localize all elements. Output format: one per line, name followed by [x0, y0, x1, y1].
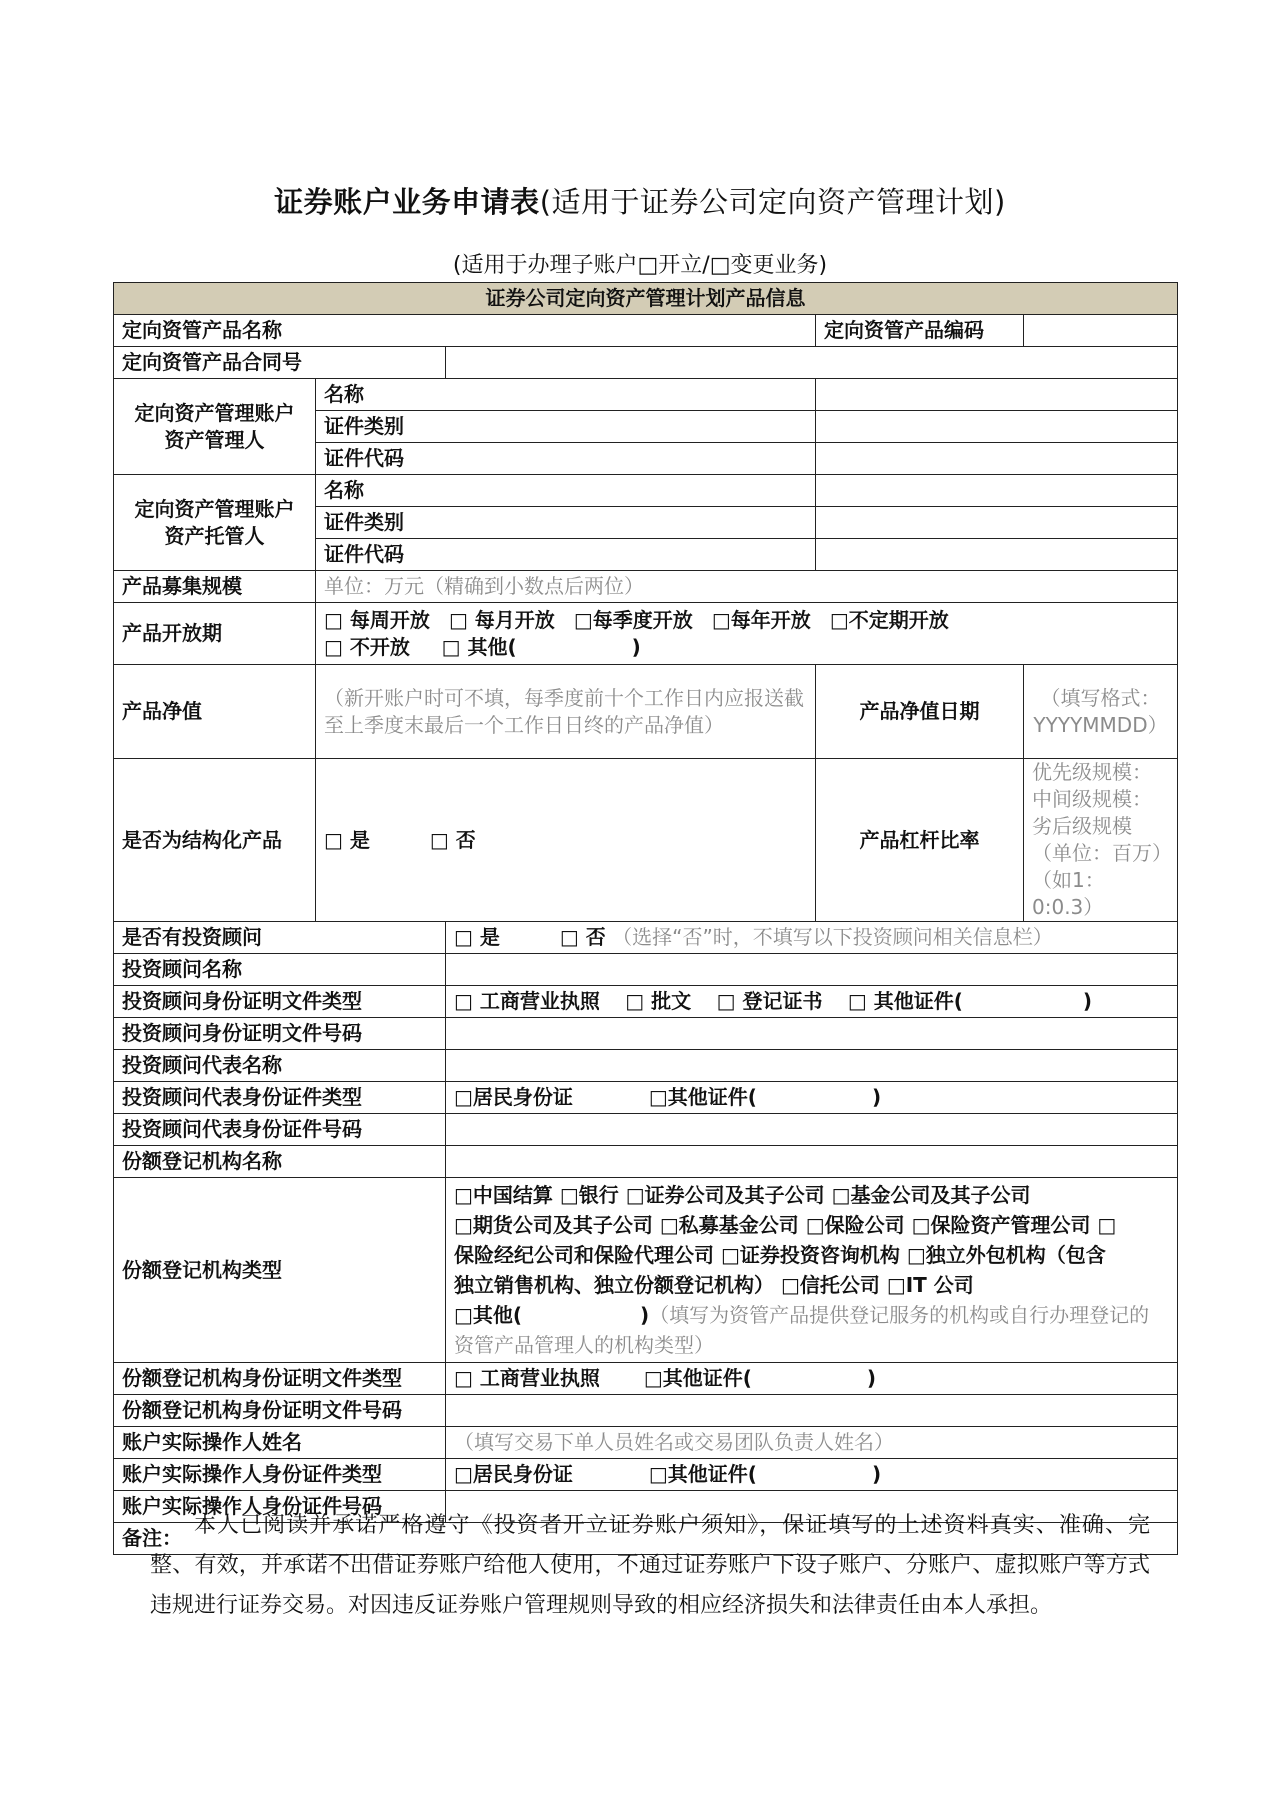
open-monthly-checkbox[interactable]: □ 每月开放: [448, 607, 555, 632]
advisor-registration-checkbox[interactable]: □ 登记证书: [716, 989, 823, 1013]
manager-name-label: 名称: [316, 379, 816, 411]
nav-date-field[interactable]: [1024, 665, 1178, 759]
manager-group-label: [114, 379, 316, 475]
advisor-doc-no-label: 投资顾问身份证明文件号码: [114, 1018, 446, 1050]
advisor-hint: （选择“否”时，不填写以下投资顾问相关信息栏）: [612, 925, 1053, 949]
advisor-doc-type-label: 投资顾问身份证明文件类型: [114, 986, 446, 1018]
custodian-name-field[interactable]: [816, 475, 1178, 507]
advisor-other-doc-checkbox[interactable]: □ 其他证件(: [847, 989, 963, 1013]
custodian-group-line-1: 定向资产管理账户: [134, 496, 295, 521]
advisor-rep-name-label: 投资顾问代表名称: [114, 1050, 446, 1082]
advisor-name-field[interactable]: [446, 954, 1178, 986]
registrar-type-label: 份额登记机构类型: [114, 1178, 446, 1363]
registrar-type-options: [446, 1178, 1178, 1363]
declaration-text: 本人已阅读并承诺严格遵守《投资者开立证券账户须知》，保证填写的上述资料真实、准确、完整、有效，并承诺不出借证券账户给他人使用，不通过证券账户下设子账户、分账户、虚拟账户等方式违规进行证券交易。对因违反证券账户管理规则导致的相应经济损失和法律责任由本人承担。: [150, 1513, 1150, 1618]
manager-id-code-field[interactable]: [816, 443, 1178, 475]
form-title-suffix: (适用于证券公司定向资产管理计划): [539, 185, 1006, 219]
custodian-name-label: 名称: [316, 475, 816, 507]
structured-yes-checkbox[interactable]: □ 是: [324, 827, 370, 852]
open-other-close: ): [631, 634, 641, 659]
registrar-doc-no-label: 份额登记机构身份证明文件号码: [114, 1395, 446, 1427]
structured-options: [316, 759, 816, 922]
registrar-options-line-1[interactable]: □中国结算 □银行 □证券公司及其子公司 □基金公司及其子公司: [454, 1183, 1031, 1207]
advisor-rep-id-no-field[interactable]: [446, 1114, 1178, 1146]
operator-resident-id-checkbox[interactable]: □居民身份证: [454, 1462, 573, 1486]
advisor-approval-checkbox[interactable]: □ 批文: [625, 989, 692, 1013]
registrar-other-checkbox[interactable]: □其他(: [454, 1303, 523, 1327]
remarks-field[interactable]: 备注：: [114, 1523, 1178, 1555]
operator-name-field[interactable]: （填写交易下单人员姓名或交易团队负责人姓名）: [446, 1427, 1178, 1459]
row-contract-no: [114, 347, 1178, 379]
manager-name-field[interactable]: [816, 379, 1178, 411]
row-product-name: [114, 315, 1178, 347]
manager-id-type-field[interactable]: [816, 411, 1178, 443]
operator-id-type-options: [446, 1459, 1178, 1491]
not-open-checkbox[interactable]: □ 不开放: [324, 634, 410, 659]
open-period-options: [316, 603, 1178, 665]
advisor-yes-checkbox[interactable]: □ 是: [454, 925, 500, 949]
registrar-doc-no-field[interactable]: [446, 1395, 1178, 1427]
registrar-doc-type-label: 份额登记机构身份证明文件类型: [114, 1363, 446, 1395]
operator-id-no-label: 账户实际操作人身份证件号码: [114, 1491, 446, 1523]
registrar-name-label: 份额登记机构名称: [114, 1146, 446, 1178]
leverage-field[interactable]: 优先级规模：中间级规模：劣后级规模（单位：百万）（如1： 0:0.3）: [1024, 759, 1178, 922]
custodian-id-type-label: 证件类别: [316, 507, 816, 539]
structured-no-checkbox[interactable]: □ 否: [429, 827, 476, 852]
custodian-group-line-2: 资产托管人: [164, 523, 265, 548]
product-name-label: 定向资管产品名称: [114, 315, 816, 347]
declaration: [150, 1506, 1150, 1626]
registrar-doc-type-options: [446, 1363, 1178, 1395]
advisor-doc-type-options: [446, 986, 1178, 1018]
nav-field[interactable]: （新开账户时可不填，每季度前十个工作日内应报送截至上季度末最后一个工作日日终的产品净值）: [316, 665, 816, 759]
structured-label: 是否为结构化产品: [114, 759, 316, 922]
operator-id-type-label: 账户实际操作人身份证件类型: [114, 1459, 446, 1491]
form-title-main: 证券账户业务申请表: [274, 185, 540, 219]
advisor-no-checkbox[interactable]: □ 否: [559, 925, 606, 949]
form-title: [0, 180, 1280, 221]
registrar-license-checkbox[interactable]: □ 工商营业执照: [454, 1366, 600, 1390]
application-form-table: [113, 282, 1178, 1555]
advisor-doc-no-field[interactable]: [446, 1018, 1178, 1050]
manager-id-code-label: 证件代码: [316, 443, 816, 475]
custodian-group-label: [114, 475, 316, 571]
section-header: 证券公司定向资产管理计划产品信息: [114, 283, 1178, 315]
advisor-rep-other-id-checkbox[interactable]: □其他证件(: [648, 1085, 757, 1109]
manager-group-line-2: 资产管理人: [164, 427, 265, 452]
open-irregular-checkbox[interactable]: □不定期开放: [829, 607, 949, 632]
advisor-rep-resident-id-checkbox[interactable]: □居民身份证: [454, 1085, 573, 1109]
advisor-rep-id-no-label: 投资顾问代表身份证件号码: [114, 1114, 446, 1146]
advisor-other-doc-close: ): [1082, 989, 1093, 1013]
nav-date-label: 产品净值日期: [816, 665, 1024, 759]
open-yearly-checkbox[interactable]: □每年开放: [711, 607, 811, 632]
custodian-id-type-field[interactable]: [816, 507, 1178, 539]
open-weekly-checkbox[interactable]: □ 每周开放: [324, 607, 430, 632]
registrar-options-line-3[interactable]: 保险经纪公司和保险代理公司 □证券投资咨询机构 □独立外包机构（包含: [454, 1243, 1106, 1267]
nav-label: 产品净值: [114, 665, 316, 759]
contract-no-field[interactable]: [446, 347, 1178, 379]
operator-other-id-close: ): [871, 1462, 882, 1486]
advisor-rep-id-type-label: 投资顾问代表身份证件类型: [114, 1082, 446, 1114]
registrar-other-doc-close: ): [866, 1366, 877, 1390]
product-code-field[interactable]: [1024, 315, 1178, 347]
open-other-checkbox[interactable]: □ 其他(: [441, 634, 517, 659]
advisor-name-label: 投资顾问名称: [114, 954, 446, 986]
has-advisor-label: 是否有投资顾问: [114, 922, 446, 954]
has-advisor-options: [446, 922, 1178, 954]
registrar-other-close: ): [640, 1303, 650, 1327]
manager-id-type-label: 证件类别: [316, 411, 816, 443]
operator-name-label: 账户实际操作人姓名: [114, 1427, 446, 1459]
registrar-hint: （填写为资管产品提供登记服务的机构或自行办理登记的资管产品管理人的机构类型）: [454, 1303, 1150, 1357]
registrar-name-field[interactable]: [446, 1146, 1178, 1178]
custodian-id-code-field[interactable]: [816, 539, 1178, 571]
advisor-rep-id-type-options: [446, 1082, 1178, 1114]
registrar-other-doc-checkbox[interactable]: □其他证件(: [643, 1366, 752, 1390]
manager-group-line-1: 定向资产管理账户: [134, 400, 295, 425]
leverage-label: 产品杠杆比率: [816, 759, 1024, 922]
open-period-label: 产品开放期: [114, 603, 316, 665]
contract-no-label: 定向资管产品合同号: [114, 347, 446, 379]
advisor-license-checkbox[interactable]: □ 工商营业执照: [454, 989, 600, 1013]
registrar-options-line-2[interactable]: □期货公司及其子公司 □私募基金公司 □保险公司 □保险资产管理公司 □: [454, 1213, 1117, 1237]
product-code-label: 定向资管产品编码: [816, 315, 1024, 347]
nav-date-hint-2: YYYYMMDD）: [1033, 712, 1168, 737]
form-subtitle: (适用于办理子账户□开立/□变更业务): [452, 253, 828, 278]
scale-field[interactable]: 单位：万元（精确到小数点后两位）: [316, 571, 1178, 603]
open-quarterly-checkbox[interactable]: □每季度开放: [573, 607, 693, 632]
scale-label: 产品募集规模: [114, 571, 316, 603]
advisor-rep-name-field[interactable]: [446, 1050, 1178, 1082]
nav-date-hint-1: （填写格式：: [1040, 685, 1161, 710]
registrar-options-line-4[interactable]: 独立销售机构、独立份额登记机构） □信托公司 □IT 公司: [454, 1273, 974, 1297]
operator-other-id-checkbox[interactable]: □其他证件(: [648, 1462, 757, 1486]
custodian-id-code-label: 证件代码: [316, 539, 816, 571]
advisor-rep-other-id-close: ): [871, 1085, 882, 1109]
